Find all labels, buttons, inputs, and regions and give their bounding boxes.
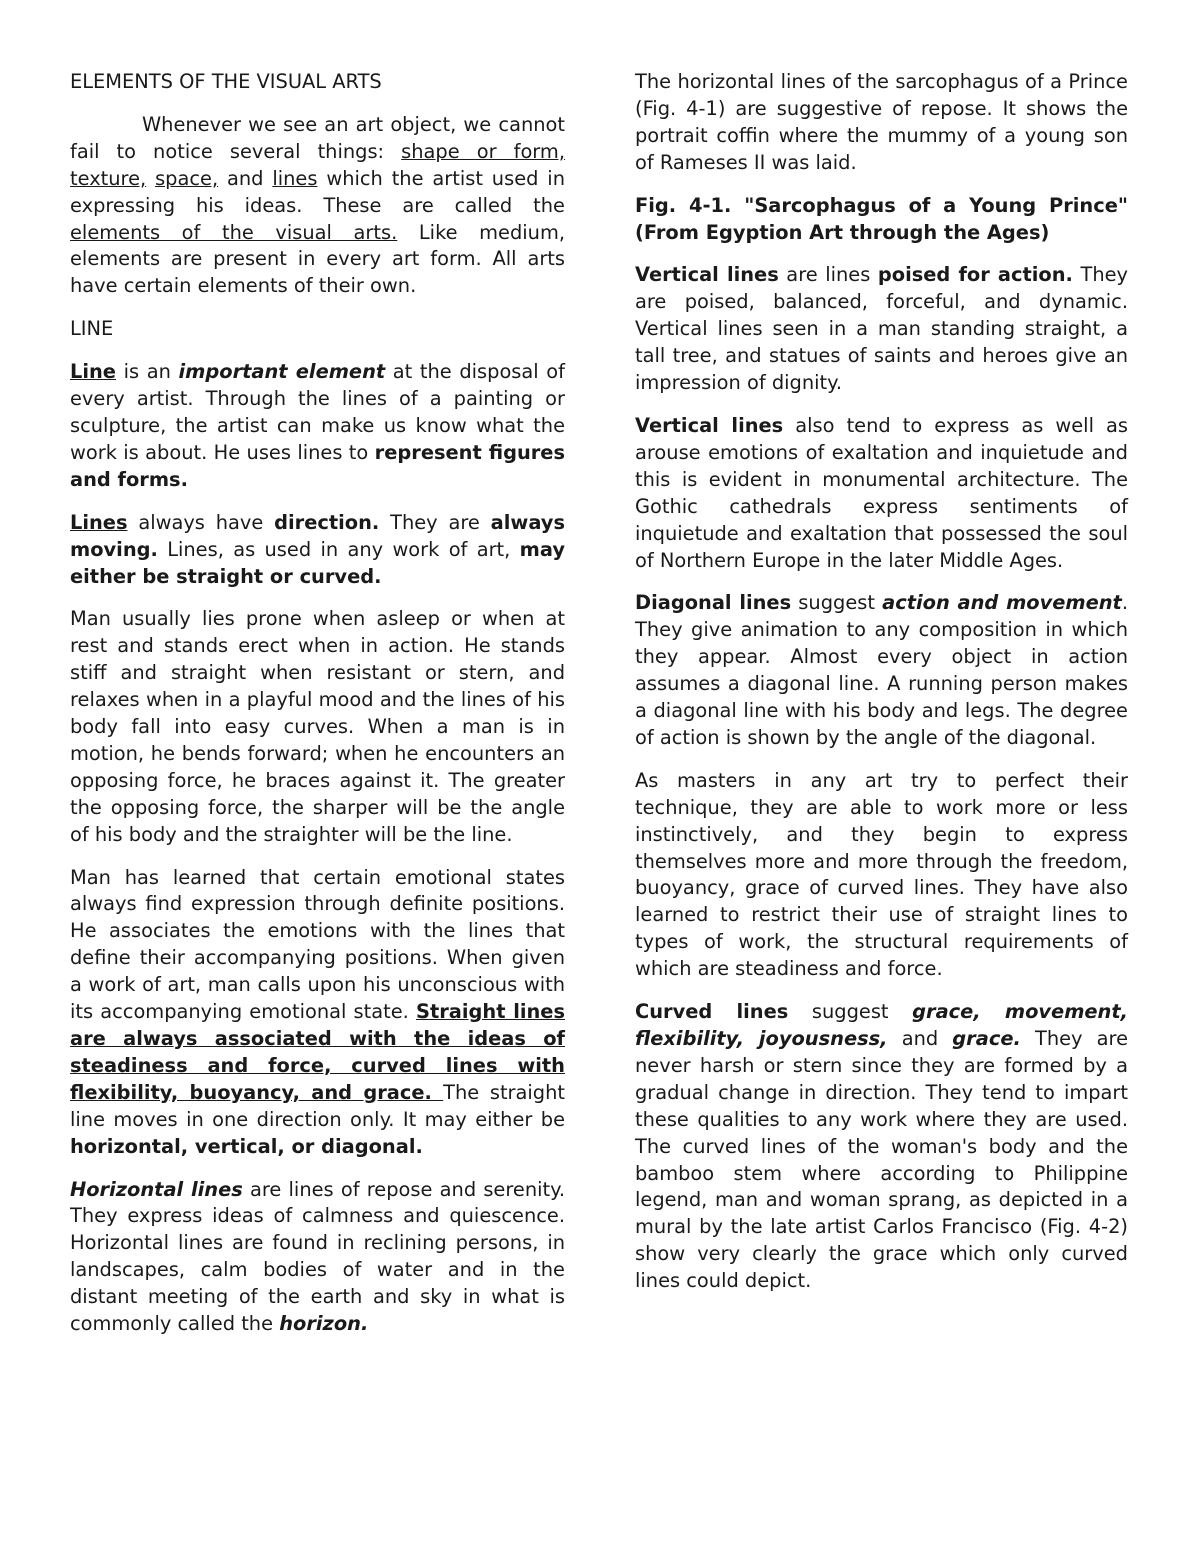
term-vertical-lines-2: Vertical lines — [635, 413, 784, 437]
term-line: Line — [70, 360, 116, 384]
term-space: space, — [155, 166, 219, 190]
direction-text-2: They are — [379, 510, 491, 534]
term-represent-figures: represent figures and forms. — [70, 440, 566, 491]
term-always-moving: always moving. — [70, 510, 565, 561]
term-straight-curved-associations: Straight lines are always associated with the ideas of steadiness and force, curved lines with flexibility, buoyancy, and grace. — [70, 1000, 565, 1104]
curved-lines-paragraph — [635, 999, 1128, 1295]
section-heading-line: LINE — [70, 317, 114, 341]
term-horizon: horizon. — [279, 1312, 369, 1336]
left-column — [70, 69, 565, 1354]
diagonal-lines-paragraph — [635, 590, 1128, 751]
sarcophagus-paragraph: The horizontal lines of the sarcophagus of a Prince (Fig. 4-1) are suggestive of repose. It shows the portrait coffin where the mummy of a young son of Rameses II was laid. — [635, 70, 1128, 174]
vertical1-text-1: are lines — [778, 263, 878, 287]
figure-caption: Fig. 4-1. "Sarcophagus of a Young Prince" (From Egyption Art through the Ages) — [635, 193, 1128, 244]
term-direction: direction. — [274, 510, 380, 534]
term-grace: grace. — [952, 1027, 1021, 1050]
emotion-text-2: The straight line moves in one direction only. It may either be — [70, 1080, 565, 1131]
curved-text-1: suggest — [788, 1000, 913, 1024]
term-curved-lines: Curved lines — [635, 1000, 789, 1024]
term-texture: texture, — [70, 166, 147, 190]
term-lines: lines — [272, 166, 318, 190]
direction-text-3: Lines, as used in any work of art, — [157, 537, 520, 561]
term-horizontal-lines: Horizontal lines — [70, 1177, 243, 1201]
line-text-2: at the disposal of every artist. Through the lines of a painting or sculpture, the artist can make us know what the work is about. He uses lines to — [70, 360, 565, 464]
intro-text-2: and — [218, 166, 273, 190]
vertical-lines-paragraph-2 — [635, 413, 1128, 574]
man-posture-paragraph: Man usually lies prone when asleep or when at rest and stands erect when in action. He stands stiff and straight when resistant or stern, and relaxes when in a playful mood and the lines of his body fall into easy curves. When a man is in motion, he bends forward; when he encounters an opposing force, he braces against it. The greater the opposing force, the sharper will be the angle of his body and the straighter will be the line. — [70, 607, 565, 846]
document-title: ELEMENTS OF THE VISUAL ARTS — [70, 70, 382, 93]
emotion-text-1: Man has learned that certain emotional states always find expression through definite positions. He associates the emotions with the lines that define their accompanying positions. When given a work of art, man calls upon his unconscious with its accompanying emotional state. — [70, 865, 565, 1024]
term-important-element: important element — [178, 360, 386, 384]
intro-paragraph — [70, 112, 565, 300]
term-curved-qualities: grace, movement, flexibility, joyousness, — [635, 1000, 1128, 1050]
line-text-1: is an — [115, 360, 179, 384]
line-direction-paragraph — [70, 510, 565, 591]
masters-paragraph: As masters in any art try to perfect their technique, they are able to work more or less instinctively, and they begin to express themselves more and more through the freedom, buoyancy, grace of curved lines. They have also learned to restrict their use of straight lines to types of work, the structural requirements of which are steadiness and force. — [635, 768, 1128, 981]
term-poised-for-action: poised for action. — [877, 263, 1073, 287]
horizontal-text-1: are lines of repose and serenity. They express ideas of calmness and quiescence. Horizontal lines are found in reclining persons, in landscapes, calm bodies of water and in the distant meeting of the earth and sky in what is commonly called the — [70, 1177, 565, 1336]
direction-text-1: always have — [127, 510, 275, 534]
term-action-and-movement: action and movement — [882, 591, 1122, 615]
term-lines-direction: Lines — [70, 510, 128, 534]
right-column — [635, 69, 1128, 1311]
vertical2-text-1: also tend to express as well as arouse emotions of exaltation and inquietude and this is evident in monumental architecture. The Gothic cathedrals express sentiments of inquietude and exaltation that possessed the soul of Northern Europe in the later Middle Ages. — [635, 413, 1128, 572]
curved-text-2: and — [887, 1027, 953, 1050]
term-shape-or-form: shape or form, — [401, 139, 565, 163]
vertical1-text-2: They are poised, balanced, forceful, and dynamic. Vertical lines seen in a man standing straight, a tall tree, and statues of saints and heroes give an impression of dignity. — [635, 263, 1129, 395]
horizontal-lines-paragraph — [70, 1177, 565, 1338]
vertical-lines-paragraph-1 — [635, 262, 1128, 397]
term-straight-or-curved: may either be straight or curved. — [70, 537, 565, 588]
curved-text-3: They are never harsh or stern since they are formed by a gradual change in direction. They tend to impart these qualities to any work where they are used. The curved lines of the woman's body and the bamboo stem where according to Philippine legend, man and woman sprang, as depicted in a mural by the late artist Carlos Francisco (Fig. 4-2) show very clearly the grace which only curved lines could depict. — [635, 1027, 1128, 1293]
term-vertical-lines-1: Vertical lines — [635, 263, 779, 287]
intro-text-4: Like medium, elements are present in every art form. All arts have certain elements of their own. — [70, 220, 565, 298]
term-line-types: horizontal, vertical, or diagonal. — [70, 1134, 423, 1158]
term-elements-of-visual-arts: elements of the visual arts. — [70, 220, 398, 244]
intro-text-3: which the artist used in expressing his ideas. These are called the — [70, 166, 565, 217]
intro-text-1: Whenever we see an art object, we cannot fail to notice several things: — [70, 112, 565, 163]
diagonal-text-2: . They give animation to any composition in which they appear. Almost every object in action assumes a diagonal line. A running person makes a diagonal line with his body and legs. The degree of action is shown by the angle of the diagonal. — [635, 591, 1128, 749]
emotion-paragraph — [70, 865, 565, 1161]
term-diagonal-lines: Diagonal lines — [635, 591, 792, 615]
diagonal-text-1: suggest — [791, 591, 883, 615]
line-definition-paragraph — [70, 359, 565, 494]
